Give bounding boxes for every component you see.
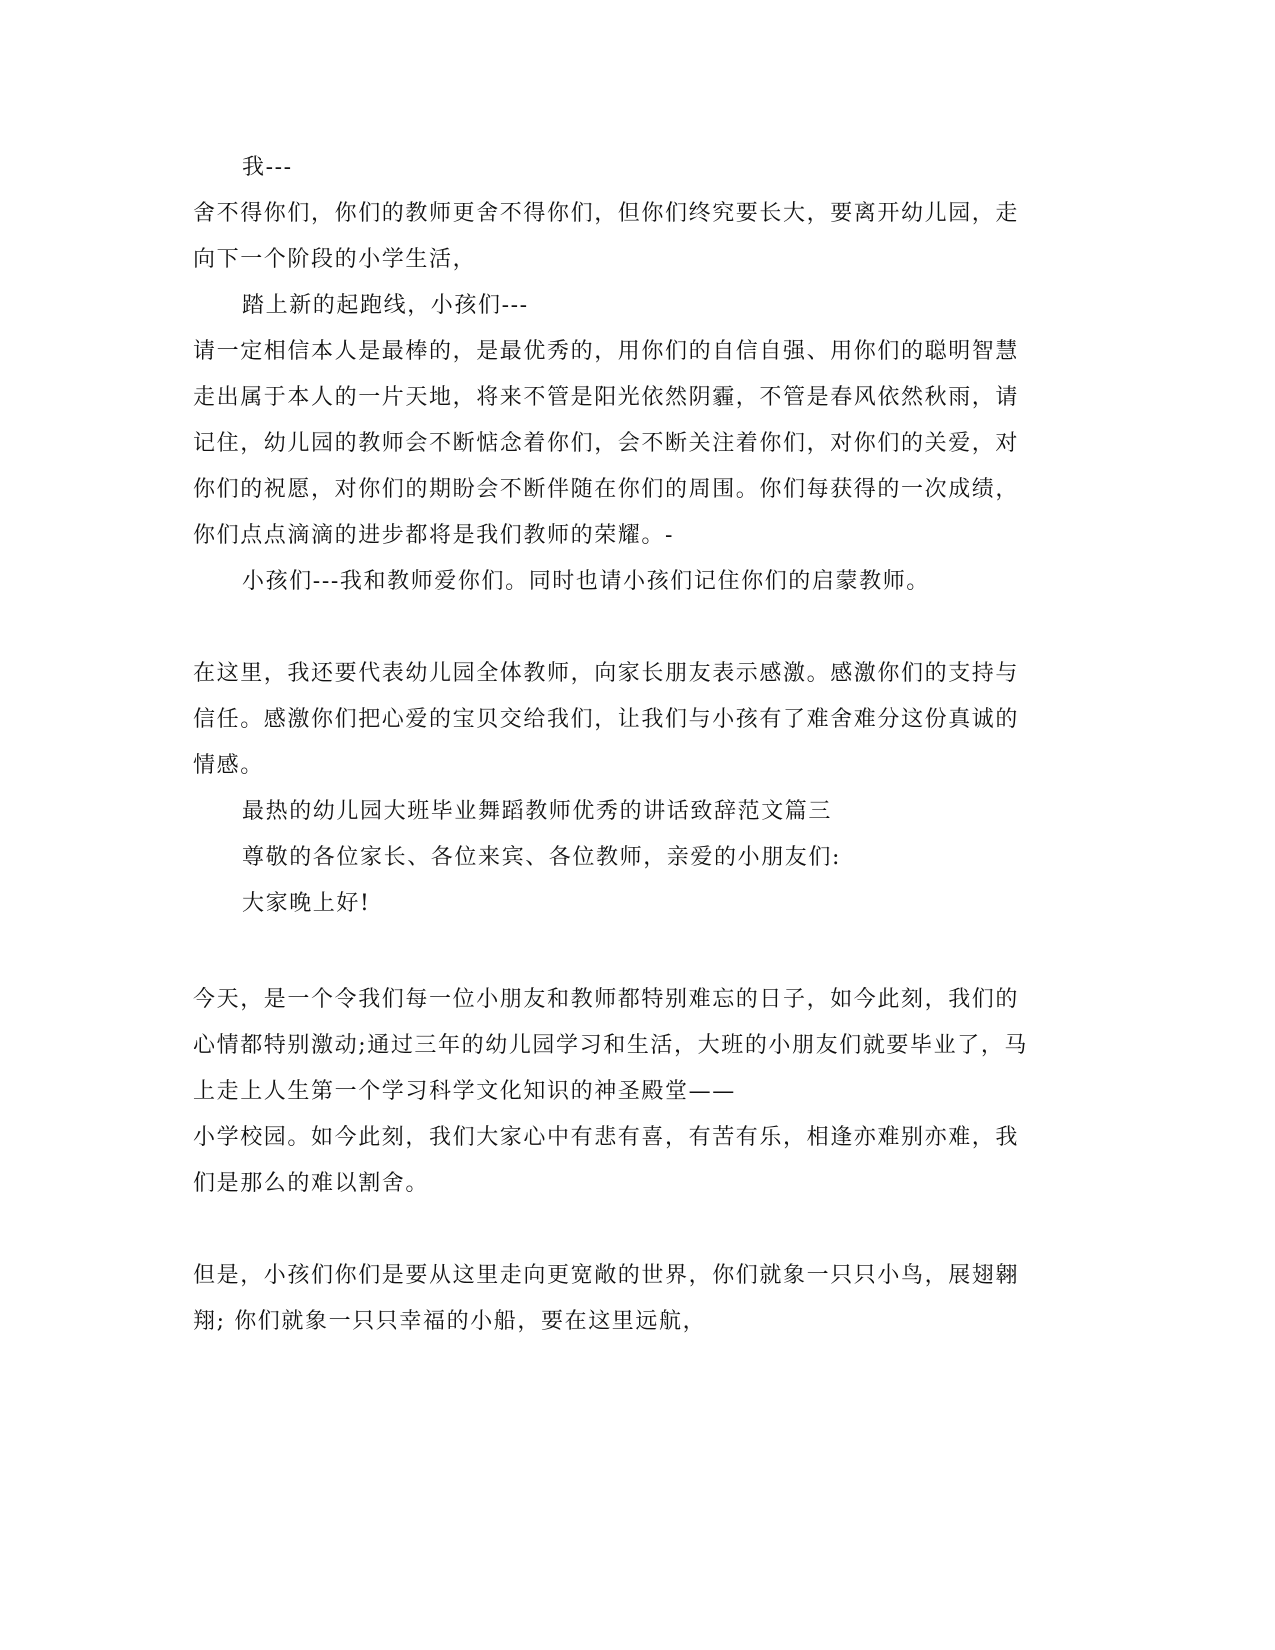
text-line: 你们点点滴滴的进步都将是我们教师的荣耀。- <box>193 523 675 548</box>
text-line: 走出属于本人的一片天地，将来不管是阳光依然阴霾，不管是春风依然秋雨，请 <box>193 385 1020 410</box>
greeting: 大家晚上好! <box>242 891 371 916</box>
text-line: 记住，幼儿园的教师会不断惦念着你们，会不断关注着你们，对你们的关爱，对 <box>193 431 1020 456</box>
text-line: 们是那么的难以割舍。 <box>193 1171 430 1196</box>
text-line: 向下一个阶段的小学生活， <box>193 247 477 272</box>
text-line: 踏上新的起跑线，小孩们--- <box>242 293 529 318</box>
text-line: 心情都特别激动;通过三年的幼儿园学习和生活，大班的小朋友们就要毕业了，马 <box>193 1033 1029 1058</box>
text-line: 请一定相信本人是最棒的，是最优秀的，用你们的自信自强、用你们的聪明智慧 <box>193 339 1020 364</box>
salutation: 尊敬的各位家长、各位来宾、各位教师，亲爱的小朋友们: <box>242 845 842 870</box>
text-line: 你们的祝愿，对你们的期盼会不断伴随在你们的周围。你们每获得的一次成绩， <box>193 477 1020 502</box>
text-line: 上走上人生第一个学习科学文化知识的神圣殿堂—— <box>193 1079 736 1104</box>
text-line: 小学校园。如今此刻，我们大家心中有悲有喜，有苦有乐，相逢亦难别亦难，我 <box>193 1125 1020 1150</box>
text-line: 但是，小孩们你们是要从这里走向更宽敞的世界，你们就象一只只小鸟，展翅翱 <box>193 1263 1020 1288</box>
text-line: 今天，是一个令我们每一位小朋友和教师都特别难忘的日子，如今此刻，我们的 <box>193 987 1020 1012</box>
text-line: 舍不得你们，你们的教师更舍不得你们，但你们终究要长大，要离开幼儿园，走 <box>193 201 1020 226</box>
text-line: 情感。 <box>193 753 264 778</box>
text-line: 我--- <box>242 155 293 180</box>
text-line: 在这里，我还要代表幼儿园全体教师，向家长朋友表示感激。感激你们的支持与 <box>193 661 1020 686</box>
text-line: 小孩们---我和教师爱你们。同时也请小孩们记住你们的启蒙教师。 <box>242 569 930 594</box>
text-line: 信任。感激你们把心爱的宝贝交给我们，让我们与小孩有了难舍难分这份真诚的 <box>193 707 1020 732</box>
text-line: 翔; 你们就象一只只幸福的小船，要在这里远航， <box>193 1309 707 1334</box>
section-heading: 最热的幼儿园大班毕业舞蹈教师优秀的讲话致辞范文篇三 <box>242 799 833 824</box>
